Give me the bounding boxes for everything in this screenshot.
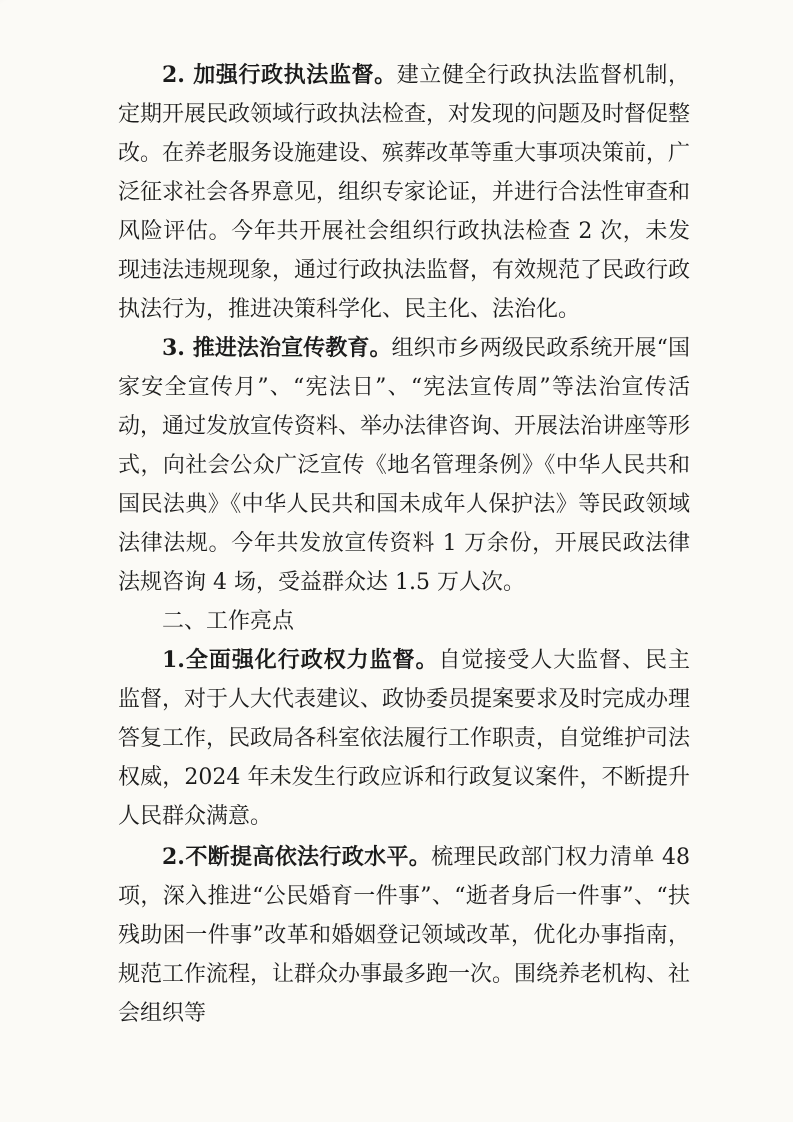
document-body [118,56,690,1033]
paragraph-body: 建立健全行政执法监督机制，定期开展民政领域行政执法检查，对发现的问题及时督促整改。在养老服务设施建设、殡葬改革等重大事项决策前，广泛征求社会各界意见，组织专家论证，并进行合法性审查和风险评估。今年共开展社会组织行政执法检查 2 次，未发现违法违规现象，通过行政执法监督，有效规范了民政行政执法行为，推进决策科学化、民主化、法治化。 [118,63,691,322]
paragraph-body: 梳理民政部门权力清单 48 项，深入推进“公民婚育一件事”、“逝者身后一件事”、“扶残助困一件事”改革和婚姻登记领域改革，优化办事指南，规范工作流程，让群众办事最多跑一次。围绕养老机构、社会组织等 [118,845,691,1026]
paragraph-body: 自觉接受人大监督、民主监督，对于人大代表建议、政协委员提案要求及时完成办理答复工作，民政局各科室依法履行工作职责，自觉维护司法权威，2024 年未发生行政应诉和行政复议案件，不断提升人民群众满意。 [118,648,691,829]
paragraph-legal-publicity [118,329,690,602]
paragraph-lead: 1.全面强化行政权力监督。 [162,647,439,673]
paragraph-administration-level [118,838,690,1033]
paragraph-body: 组织市乡两级民政系统开展“国家安全宣传月”、“宪法日”、“宪法宣传周”等法治宣传活动，通过发放宣传资料、举办法律咨询、开展法治讲座等形式，向社会公众广泛宣传《地名管理条例》《中华人民共和国民法典》《中华人民共和国未成年人保护法》等民政领域法律法规。今年共发放宣传资料 1 万余份，开展民政法律法规咨询 4 场，受益群众达 1.5 万人次。 [118,336,691,595]
scan-fold-shadow [0,0,212,11]
paragraph-lead: 2. 加强行政执法监督。 [162,62,397,88]
paragraph-lead: 2.不断提高依法行政水平。 [162,844,432,870]
section-heading: 二、工作亮点 [162,609,295,634]
paragraph-lead: 3. 推进法治宣传教育。 [162,335,392,361]
paragraph-law-enforcement-supervision [118,56,690,329]
paragraph-power-supervision [118,641,690,836]
